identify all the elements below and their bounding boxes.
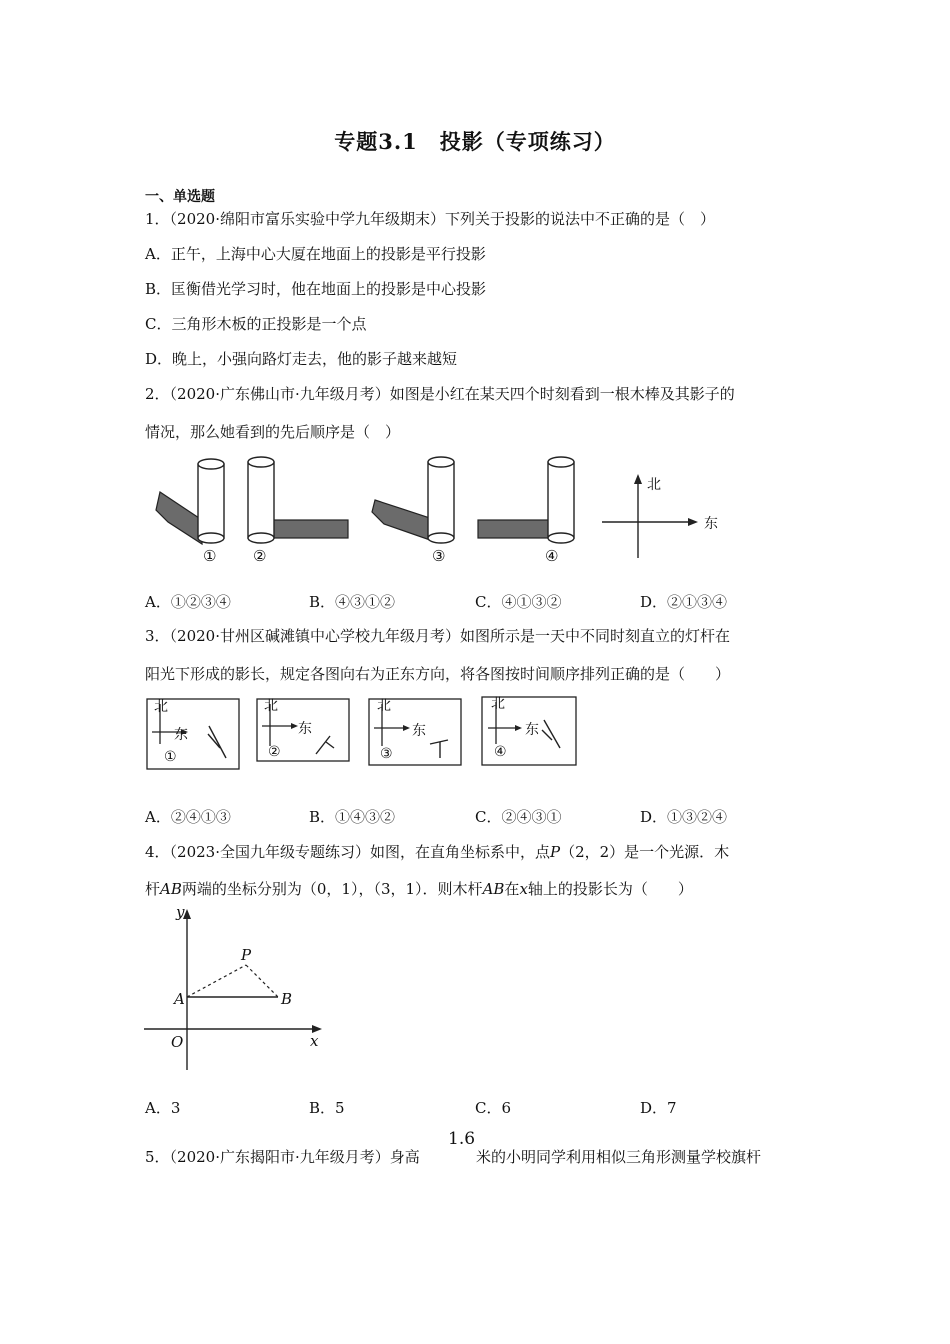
q5-stem-a: 5．（2020·广东揭阳市·九年级月考）身高	[145, 1148, 420, 1166]
q2-label-2: ②	[253, 547, 267, 565]
q4-stem-line2-b: 两端的坐标分别为（0，1），（3，1）．则木杆	[181, 880, 483, 898]
q1-option-c: C．三角形木板的正投影是一个点	[145, 315, 367, 333]
q4-graph-point-p: P	[241, 946, 252, 964]
q3-stem-line2: 阳光下形成的影长，规定各图向右为正东方向，将各图按时间顺序排列正确的是（ ）	[145, 665, 731, 683]
q2-figure-4	[478, 457, 574, 543]
q4-option-b: B．5	[309, 1099, 345, 1117]
q4-stem-line1-b: （2，2）是一个光源．木	[560, 843, 730, 861]
q1-stem: 1．（2020·绵阳市富乐实验中学九年级期末）下列关于投影的说法中不正确的是（ ）	[145, 210, 715, 228]
q3-option-b: B．①④③②	[309, 808, 396, 826]
q4-rod-ab-2: AB	[482, 880, 505, 898]
q3-stem-line1: 3．（2020·甘州区碱滩镇中心学校九年级月考）如图所示是一天中不同时刻直立的灯杆在	[145, 627, 730, 645]
q2-label-3: ③	[432, 547, 446, 565]
q3-panel-3-east: 东	[412, 723, 426, 739]
q2-option-a: A．①②③④	[145, 593, 231, 611]
q3-panel-1-north: 北	[154, 699, 168, 715]
q4-option-c: C．6	[475, 1099, 512, 1117]
q4-stem-line2-c: 在	[504, 880, 520, 898]
q2-compass-north: 北	[647, 477, 661, 493]
q2-label-1: ①	[203, 547, 217, 565]
q4-option-a: A．3	[145, 1099, 181, 1117]
q3-panel-2-east: 东	[298, 721, 312, 737]
q4-stem-line2-a: 杆	[145, 880, 161, 898]
q1-option-a: A．正午，上海中心大厦在地面上的投影是平行投影	[145, 245, 486, 263]
q2-label-4: ④	[545, 547, 559, 565]
q1-option-b: B．匡衡借光学习时，他在地面上的投影是中心投影	[145, 280, 487, 298]
q2-figure-1	[156, 459, 224, 544]
q2-compass-east: 东	[704, 516, 718, 532]
section-heading: 一、单选题	[145, 189, 215, 205]
q3-panel-4-label: ④	[494, 744, 507, 760]
page-title: 专题3.1 投影（专项练习）	[334, 129, 616, 154]
q3-panel-4-east: 东	[525, 722, 539, 738]
q2-option-d: D．②①③④	[640, 593, 728, 611]
q4-stem-line1-a: 4．（2023·全国九年级专题练习）如图，在直角坐标系中，点	[145, 843, 550, 861]
q3-panel-1-east: 东	[174, 727, 188, 743]
q4-stem-line1	[145, 841, 729, 862]
q4-graph-y-label: y	[176, 903, 185, 921]
q1-option-d: D．晚上，小强向路灯走去，他的影子越来越短	[145, 350, 458, 368]
q4-point-p: P	[550, 843, 561, 861]
q4-option-d: D．7	[640, 1099, 677, 1117]
q3-panel-4-north: 北	[491, 696, 505, 712]
q3-option-c: C．②④③①	[475, 808, 562, 826]
q4-graph	[140, 905, 330, 1075]
q3-panel-2-north: 北	[264, 698, 278, 714]
q2-stem-line2: 情况，那么她看到的先后顺序是（ ）	[145, 423, 401, 441]
q3-panel-2-label: ②	[268, 744, 281, 760]
q3-option-a: A．②④①③	[145, 808, 231, 826]
q4-graph-point-b: B	[281, 990, 293, 1008]
q2-stem-line1: 2．（2020·广东佛山市·九年级月考）如图是小红在某天四个时刻看到一根木棒及其影子的	[145, 385, 735, 403]
q4-rod-ab-1: AB	[160, 880, 182, 898]
q4-x-axis-name: x	[519, 880, 528, 898]
q3-panel-3-north: 北	[377, 698, 391, 714]
q5-height-value: 1.6	[448, 1129, 476, 1149]
q5-stem-b: 米的小明同学利用相似三角形测量学校旗杆	[476, 1148, 762, 1166]
q4-stem-line2	[145, 878, 693, 899]
q2-option-b: B．④③①②	[309, 593, 396, 611]
q2-option-c: C．④①③②	[475, 593, 562, 611]
q2-figure-2	[248, 457, 348, 543]
q2-figure-3	[372, 457, 454, 543]
q3-figure	[146, 696, 578, 772]
q4-stem-line2-d: 轴上的投影长为（ ）	[527, 880, 693, 898]
q4-graph-point-a: A	[174, 990, 185, 1008]
q4-graph-origin-label: O	[171, 1033, 184, 1051]
q3-panel-1-label: ①	[164, 749, 177, 765]
q4-graph-x-label: x	[310, 1032, 319, 1050]
q3-option-d: D．①③②④	[640, 808, 728, 826]
q3-panel-3-label: ③	[380, 746, 393, 762]
